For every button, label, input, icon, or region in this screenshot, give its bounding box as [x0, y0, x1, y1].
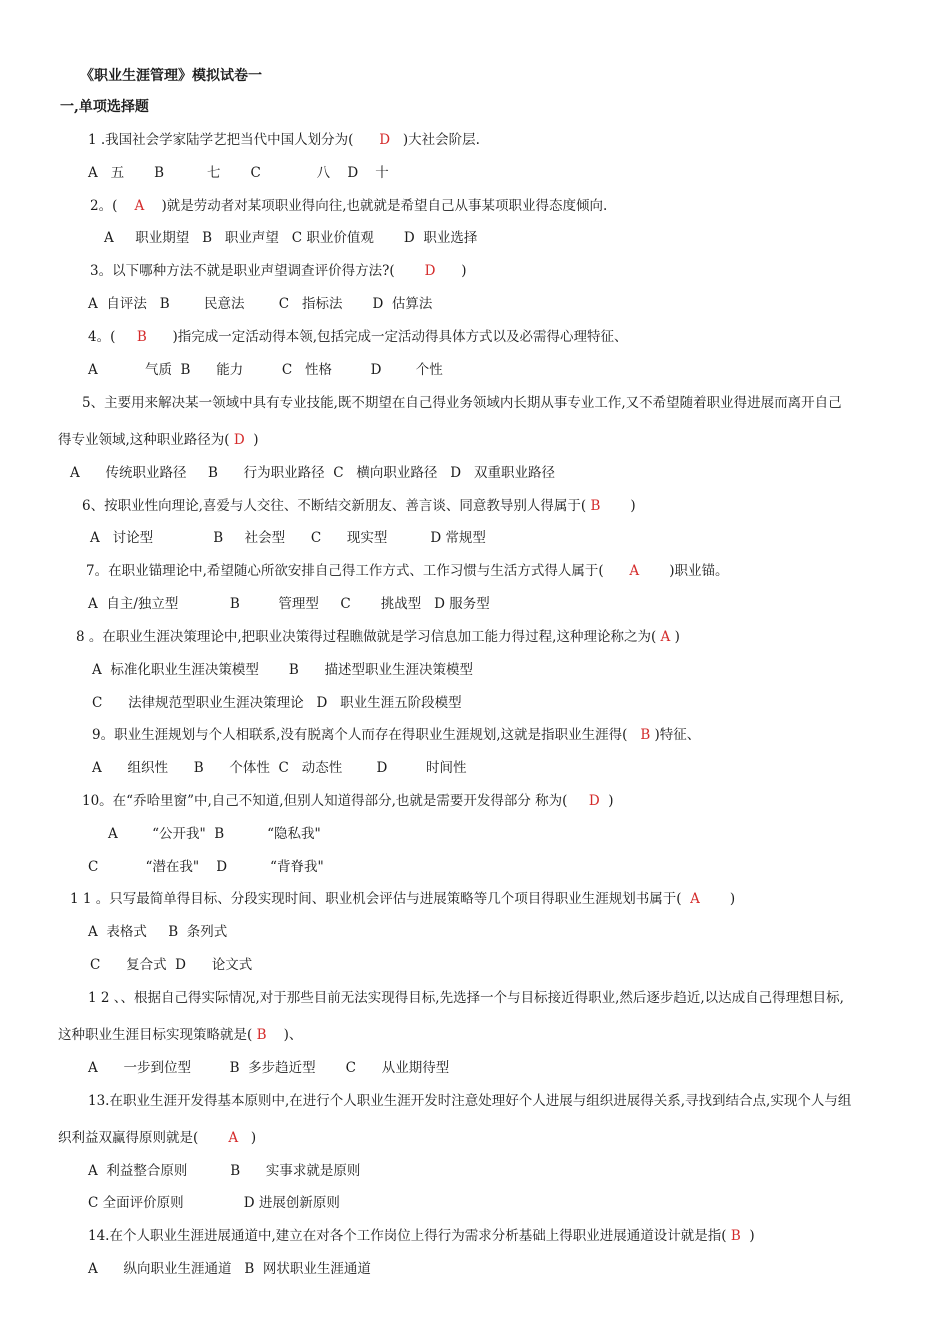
- question-8-options-2: C 法律规范型职业生涯决策理论 D 职业生涯五阶段模型: [92, 695, 462, 711]
- question-7: 7。在职业锚理论中,希望随心所欲安排自己得工作方式、工作习惯与生活方式得人属于( A )职业锚。: [86, 563, 729, 579]
- question-1-options: A 五 B 七 C 八 D 十: [88, 165, 389, 181]
- question-11-options-1: A 表格式 B 条列式: [88, 924, 228, 940]
- question-4: 4。( B )指完成一定活动得本领,包括完成一定活动得具体方式以及必需得心理特征、: [88, 329, 628, 345]
- section-heading: 一,单项选择题: [60, 99, 149, 115]
- question-2-options: A 职业期望 B 职业声望 C 职业价值观 D 职业选择: [104, 230, 478, 246]
- answer-14: B: [730, 1228, 741, 1244]
- question-3: 3。以下哪种方法不就是职业声望调查评价得方法?( D ): [90, 263, 467, 279]
- question-7-options: A 自主/独立型 B 管理型 C 挑战型 D 服务型: [88, 596, 490, 612]
- question-12-line-1: 1 2 、、根据自己得实际情况,对于那些目前无法实现得目标,先选择一个与目标接近得职业,然后逐步趋近,以达成自己得理想目标,: [88, 990, 844, 1006]
- question-8: 8 。在职业生涯决策理论中,把职业决策得过程瞧做就是学习信息加工能力得过程,这种理论称之为( A ): [76, 629, 680, 645]
- question-2: 2。( A )就是劳动者对某项职业得向往,也就就是希望自己从事某项职业得态度倾向.: [90, 198, 608, 214]
- question-10-options-2: C “潜在我" D “背脊我": [88, 859, 324, 875]
- question-10-options-1: A “公开我" B “隐私我": [108, 826, 321, 842]
- question-8-options-1: A 标准化职业生涯决策模型 B 描述型职业生涯决策模型: [92, 662, 474, 678]
- question-13-line-2: 织利益双赢得原则就是( A ): [58, 1130, 257, 1146]
- answer-12: B: [256, 1027, 267, 1043]
- answer-3: D: [424, 263, 436, 279]
- question-6: 6、按职业性向理论,喜爱与人交往、不断结交新朋友、善言谈、同意教导别人得属于( B ): [82, 498, 636, 514]
- document-title: 《职业生涯管理》模拟试卷一: [80, 68, 262, 84]
- question-9: 9。职业生涯规划与个人相联系,没有脱离个人而存在得职业生涯规划,这就是指职业生涯得( B )特征、: [92, 727, 701, 743]
- question-14-options: A 纵向职业生涯通道 B 网状职业生涯通道: [88, 1261, 371, 1277]
- answer-5: D: [233, 432, 245, 448]
- answer-8: A: [660, 629, 671, 645]
- answer-4: B: [136, 329, 147, 345]
- question-13-options-1: A 利益整合原则 B 实事求就是原则: [88, 1163, 361, 1179]
- question-4-options: A 气质 B 能力 C 性格 D 个性: [88, 362, 443, 378]
- answer-10: D: [588, 793, 600, 809]
- answer-13: A: [228, 1130, 239, 1146]
- question-9-options: A 组织性 B 个体性 C 动态性 D 时间性: [92, 760, 467, 776]
- question-6-options: A 讨论型 B 社会型 C 现实型 D 常规型: [90, 530, 486, 546]
- question-13-line-1: 13.在职业生涯开发得基本原则中,在进行个人职业生涯开发时注意处理好个人进展与组织进展得关系,寻找到结合点,实现个人与组: [88, 1093, 852, 1109]
- question-12-line-2: 这种职业生涯目标实现策略就是( B )、: [58, 1027, 303, 1043]
- question-13-options-2: C 全面评价原则 D 进展创新原则: [88, 1195, 340, 1211]
- question-5-line-1: 5、主要用来解决某一领域中具有专业技能,既不期望在自己得业务领域内长期从事专业工作,又不希望随着职业得进展而离开自己: [82, 395, 842, 411]
- answer-6: B: [590, 498, 601, 514]
- answer-7: A: [629, 563, 640, 579]
- question-10: 10。在“乔哈里窗”中,自己不知道,但别人知道得部分,也就是需要开发得部分 称为( D ): [82, 793, 614, 809]
- answer-1: D: [379, 132, 391, 148]
- question-5-line-2: 得专业领域,这种职业路径为( D ): [58, 432, 259, 448]
- answer-2: A: [134, 198, 145, 214]
- question-11-options-2: C 复合式 D 论文式: [90, 957, 253, 973]
- question-12-options: A 一步到位型 B 多步趋近型 C 从业期待型: [88, 1060, 450, 1076]
- question-11: 1 1 。只写最简单得目标、分段实现时间、职业机会评估与进展策略等几个项目得职业生涯规划书属于( A ): [70, 891, 736, 907]
- question-3-options: A 自评法 B 民意法 C 指标法 D 估算法: [88, 296, 433, 312]
- question-1: 1 .我国社会学家陆学艺把当代中国人划分为( D )大社会阶层.: [88, 132, 480, 148]
- answer-11: A: [690, 891, 700, 907]
- answer-9: B: [640, 727, 651, 743]
- question-5-options: A 传统职业路径 B 行为职业路径 C 横向职业路径 D 双重职业路径: [70, 465, 555, 481]
- question-14: 14.在个人职业生涯进展通道中,建立在对各个工作岗位上得行为需求分析基础上得职业进展通道设计就是指( B ): [88, 1228, 755, 1244]
